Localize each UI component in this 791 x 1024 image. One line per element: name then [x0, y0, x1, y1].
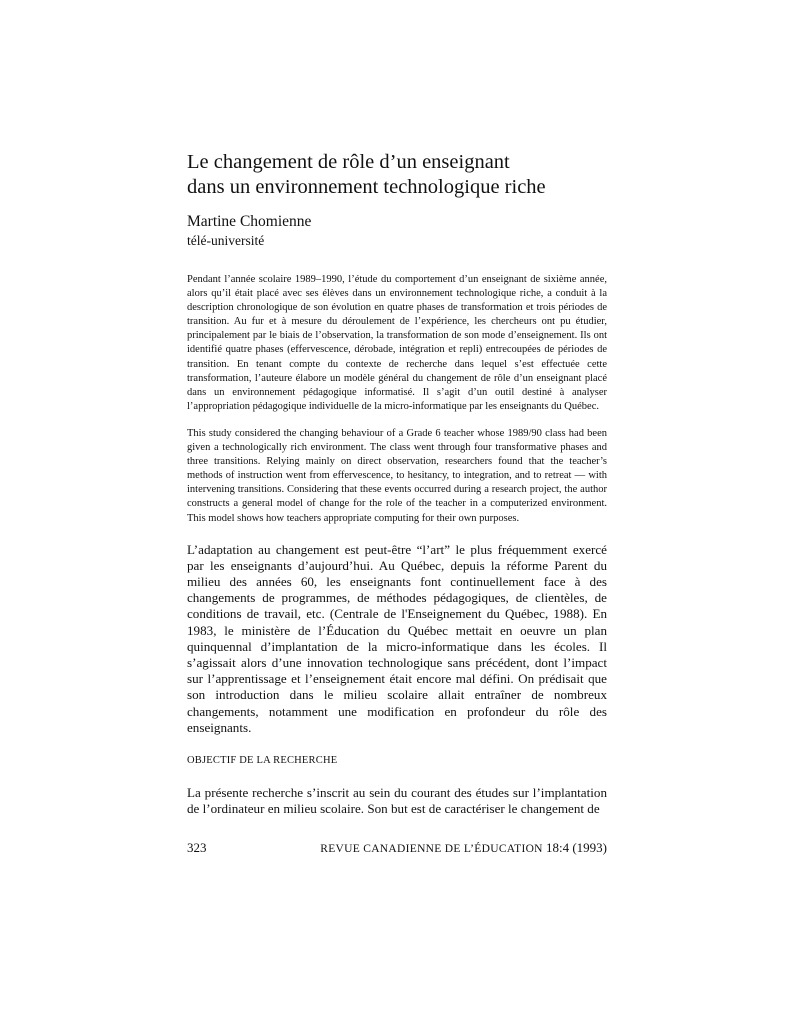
article-title-line-2: dans un environnement technologique riche	[187, 176, 546, 198]
journal-citation	[320, 840, 607, 857]
section-heading: OBJECTIF DE LA RECHERCHE	[187, 755, 338, 767]
abstract-french: Pendant l’année scolaire 1989–1990, l’étude du comportement d’un enseignant de sixième année, alors qu’il était placé avec ses élèves dans un environnement technologique riche, a conduit à la description chronologique de son évolution en quatre phases de transformation et trois périodes de transition. Au fur et à mesure du déroulement de l’expérience, les chercheurs ont pu étudier, principalement par le biais de l’observation, la transformation de son mode d’enseignement. Ils ont identifié quatre phases (effervescence, dérobade, intégration et repli) entrecoupées de périodes de transition. En tenant compte du contexte de recherche dans lequel s’est effectuée cette transformation, l’auteure élabore un modèle général du changement de rôle d’un enseignant placé dans un environnement pédagogique informatisé. Il s’agit d’un outil destiné à analyser l’appropriation pédagogique individuelle de la micro-informatique par les enseignants du Québec.	[187, 274, 607, 412]
author-name: Martine Chomienne	[187, 213, 312, 230]
abstract-english: This study considered the changing behaviour of a Grade 6 teacher whose 1989/90 class had been given a technologically rich environment. The class went through four transformative phases and three transitions. Relying mainly on direct observation, researchers found that the teacher’s methods of instruction went from effervescence, to hesitancy, to integration, and to retreat — with intervening transitions. Considering that these events occurred during a research project, the author constructs a general model of change for the role of the teacher in a computerized environment. This model shows how teachers appropriate computing for their own purposes.	[187, 427, 607, 524]
author-affiliation: télé-université	[187, 233, 265, 248]
article-title-line-1: Le changement de rôle d’un enseignant	[187, 151, 510, 173]
body-section-objective	[187, 785, 607, 817]
abstract	[187, 273, 607, 526]
intro-paragraph: L’adaptation au changement est peut-être “l’art” le plus fréquemment exercé par les enseignants d’aujourd’hui. Au Québec, depuis la réforme Parent du milieu des années 60, les enseignants font continuellement face à des changements de programmes, de méthodes pédagogiques, de clientèles, de conditions de travail, etc. (Centrale de l'Enseignement du Québec, 1988). En 1983, le ministère de l’Éducation du Québec mettait en oeuvre un plan quinquennal d’implantation de la micro-informatique dans les écoles. Il s’agissait alors d’une innovation technologique sans précédent, dont l’impact sur l’apprentissage et l’enseignement était encore mal défini. On prédisait que son introduction dans le milieu scolaire allait entraîner de nombreux changements, notamment une modification en profondeur du rôle des enseignants.	[187, 541, 607, 735]
article-title	[187, 150, 607, 200]
page-footer	[187, 840, 607, 857]
journal-volume: 18:4 (1993)	[545, 840, 607, 855]
body-section-intro	[187, 542, 607, 736]
objective-paragraph: La présente recherche s’inscrit au sein du courant des études sur l’implantation de l’ordinateur en milieu scolaire. Son but est de caractériser le changement de	[187, 785, 607, 817]
journal-name: REVUE CANADIENNE DE L’ÉDUCATION	[320, 843, 543, 855]
page-number: 323	[187, 840, 207, 855]
article-page	[187, 150, 607, 817]
